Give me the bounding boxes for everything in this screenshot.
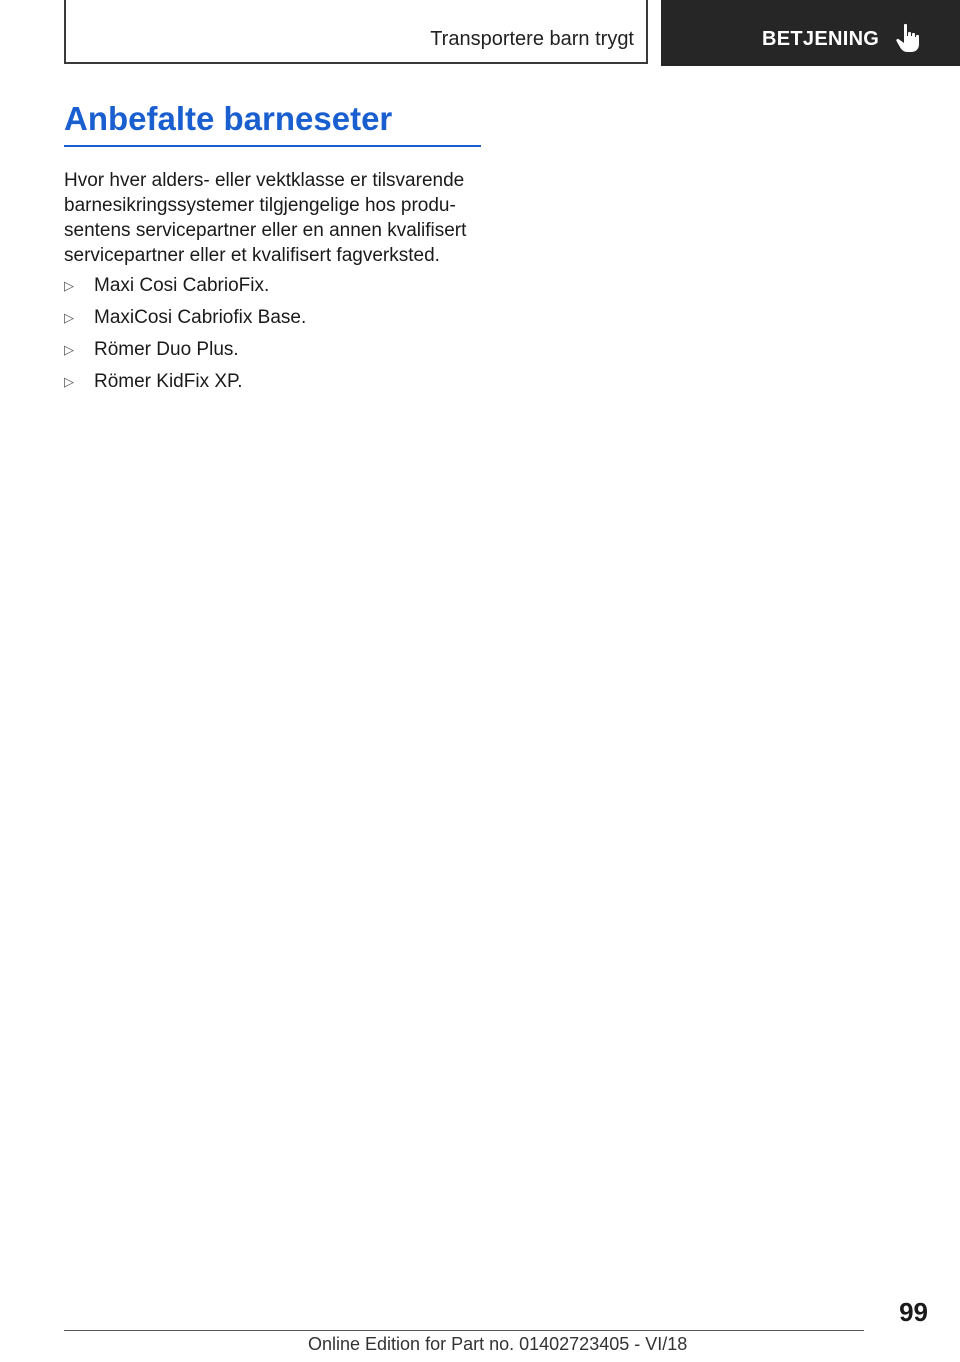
intro-paragraph: Hvor hver alders- eller vektklasse er tilsvarende barnesikringssystemer tilgjengelige hos produsentens servicepartner eller en annen kvalifisert servicepartner eller et kvalifisert fagverksted. bbox=[64, 170, 467, 266]
bullet-triangle-icon: ▷ bbox=[64, 342, 74, 357]
page-number: 99 bbox=[899, 1297, 928, 1327]
footer-edition-text: Online Edition for Part no. 01402723405 - VI/18 bbox=[308, 1334, 688, 1354]
header-section-box bbox=[64, 0, 648, 64]
footer-divider bbox=[64, 1330, 864, 1331]
list-item-text: Maxi Cosi CabrioFix. bbox=[94, 275, 270, 296]
bullet-triangle-icon: ▷ bbox=[64, 374, 74, 389]
bullet-triangle-icon: ▷ bbox=[64, 278, 74, 293]
list-item-text: Römer Duo Plus. bbox=[94, 339, 239, 360]
page-title: Anbefalte barneseter bbox=[64, 100, 393, 137]
hand-pointer-icon bbox=[895, 22, 921, 54]
title-divider bbox=[64, 145, 481, 147]
list-item-text: MaxiCosi Cabriofix Base. bbox=[94, 307, 307, 328]
list-item-text: Römer KidFix XP. bbox=[94, 371, 243, 392]
header-tab-label: BETJENING bbox=[762, 28, 880, 50]
bullet-triangle-icon: ▷ bbox=[64, 310, 74, 325]
header-tab bbox=[661, 0, 960, 66]
header-section-title: Transportere barn trygt bbox=[430, 28, 634, 50]
